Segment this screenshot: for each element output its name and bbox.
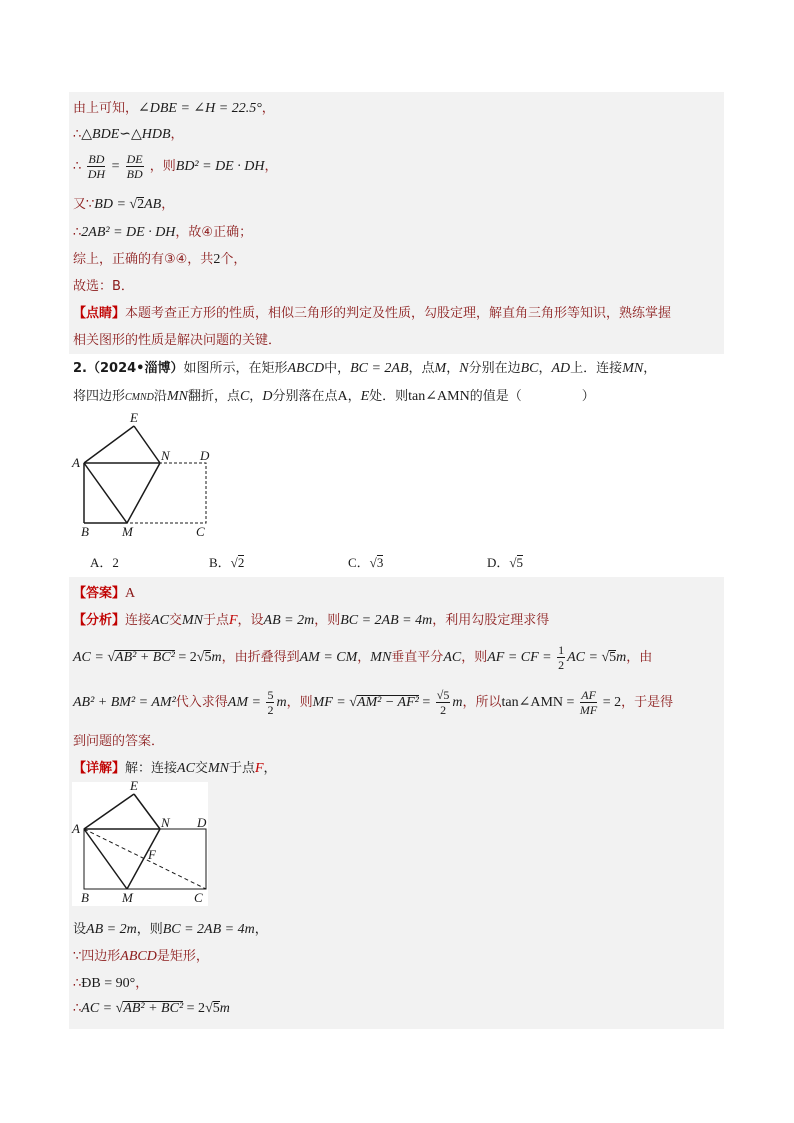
prev-line-1: 由上可知，∠DBE = ∠H = 22.5°， (73, 101, 275, 116)
detail-figure (66, 777, 216, 912)
label-B: B (81, 524, 89, 539)
prev-line-9: 相关图形的性质是解决问题的关键． (73, 333, 282, 348)
fold-line-MN (127, 463, 160, 523)
label-A: A (72, 821, 80, 836)
side-AE (84, 794, 134, 829)
label-C: C (194, 890, 203, 905)
option-d[interactable]: D．√5 (487, 555, 524, 570)
q2-line-2: 将四边形CMND沿MN翻折，点C，D分别落在点A，E处．则tan∠AMN的值是（ ） (73, 389, 595, 404)
rectangle-dashed-part (84, 463, 206, 523)
q2-line-1: 2.（2024•淄博）如图所示，在矩形ABCD中，BC = 2AB，点M，N分别在边BC，AD上．连接MN， (73, 361, 657, 376)
detail-step-2: ∵四边形ABCD是矩形， (73, 949, 209, 964)
option-b[interactable]: B．√2 (209, 555, 245, 570)
segment-AM (84, 829, 127, 889)
label-E: E (130, 778, 138, 793)
prev-line-6: 综上，正确的有③④，共2个， (73, 252, 247, 267)
label-E: E (130, 410, 138, 425)
diagonal-AC (84, 829, 206, 889)
prev-line-2: ∴△BDE∽△HDB， (73, 127, 184, 142)
prev-line-5: ∴2AB² = DE · DH，故④正确； (73, 225, 253, 240)
detail-step-3: ∴ÐB = 90°， (73, 976, 149, 991)
analysis-line-2: AC = √AB² + BC² = 2√5m，由折叠得到AM = CM，MN垂直平分AC，则AF = CF = $\frac{1}{2}$ AC = √5m，由 (73, 643, 653, 672)
answer-line: 【答案】A (73, 586, 136, 601)
analysis-line-3: AB² + BM² = AM²代入求得AM = $\frac{5}{2}$ m，则MF = √AM² − AF² = $\frac{√5}{2}$ m，所以tan∠AMN = $\frac{AF}{MF}$ = 2，于是得 (73, 688, 674, 717)
label-N: N (161, 815, 170, 830)
analysis-line-1: 【分析】连接AC交MN于点F，设AB = 2m，则BC = 2AB = 4m，利用勾股定理求得 (73, 613, 550, 628)
option-a[interactable]: A．2 (90, 555, 119, 570)
side-EN (134, 794, 160, 829)
label-A: A (72, 455, 80, 470)
side-EN (134, 426, 160, 463)
question-figure (66, 408, 216, 543)
detail-step-1: 设AB = 2m，则BC = 2AB = 4m， (73, 922, 268, 937)
label-D: D (200, 448, 210, 463)
label-D: D (197, 815, 207, 830)
prev-line-3: ∴ $\frac{BD}{DH}$ = $\frac{DE}{BD}$ ，则BD² = DE · DH， (73, 152, 278, 181)
label-B: B (81, 890, 89, 905)
prev-line-4: 又∵BD = √2AB， (73, 197, 175, 212)
label-N: N (161, 448, 170, 463)
detail-line-1: 【详解】解：连接AC交MN于点F， (73, 761, 277, 776)
option-c[interactable]: C．√3 (348, 555, 384, 570)
label-M: M (122, 890, 133, 905)
detail-step-4: ∴AC = √AB² + BC² = 2√5m (73, 1001, 230, 1016)
label-C: C (196, 524, 205, 539)
side-AE (84, 426, 134, 463)
label-M: M (122, 524, 133, 539)
prev-line-8: 【点睛】本题考查正方形的性质，相似三角形的判定及性质，勾股定理，解直角三角形等知识，熟练掌握 (73, 306, 672, 321)
segment-AM (84, 463, 127, 523)
analysis-line-4: 到问题的答案． (73, 734, 165, 749)
prev-line-7: 故选：B． (73, 279, 134, 294)
label-F: F (148, 847, 156, 862)
